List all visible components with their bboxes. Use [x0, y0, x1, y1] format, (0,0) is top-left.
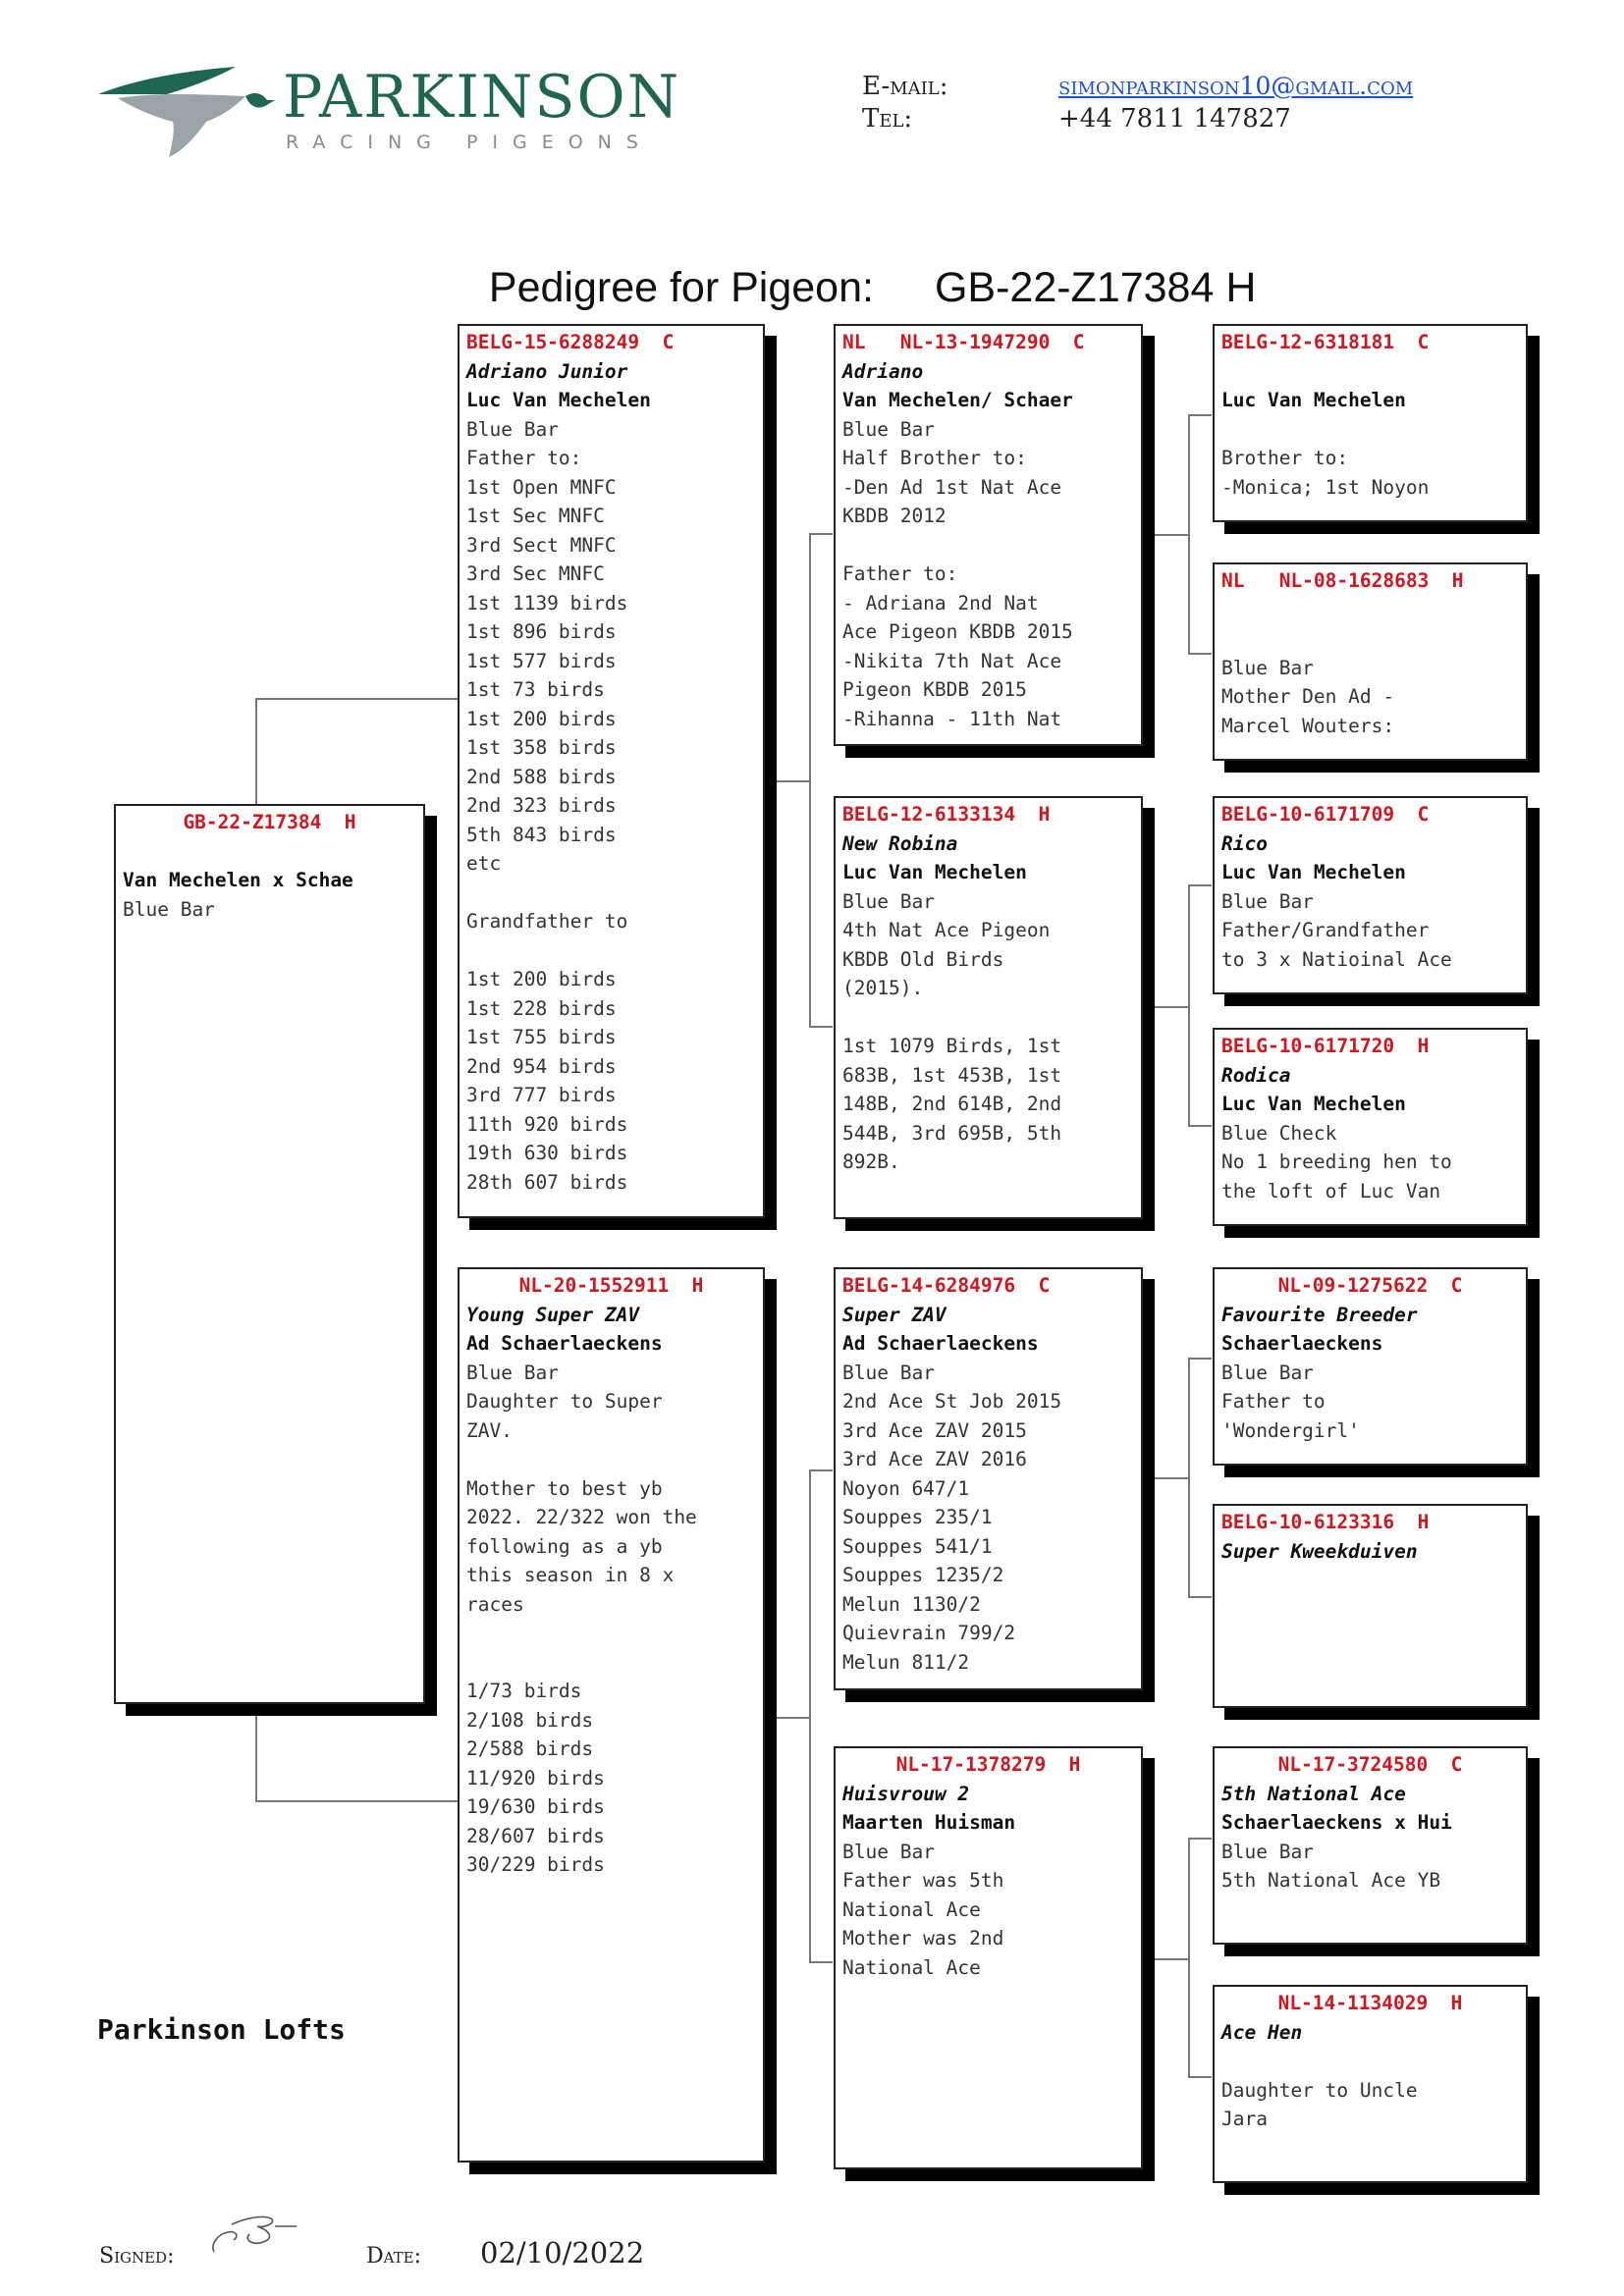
pedigree-line: Blue Bar [842, 417, 935, 441]
pigeon-card-ssd [1213, 562, 1528, 761]
pedigree-line: KBDB Old Birds [842, 947, 1004, 971]
pedigree-line: races [466, 1592, 524, 1616]
pedigree-line: Blue Check [1221, 1121, 1337, 1145]
pedigree-line: -Monica; 1st Noyon [1221, 475, 1430, 499]
pigeon-card-dam-dam [834, 1746, 1143, 2169]
pedigree-line: ZAV. [466, 1418, 513, 1442]
pedigree-line: Father to: [466, 447, 582, 469]
connector [1142, 1477, 1188, 1479]
pedigree-line [842, 531, 1134, 561]
pedigree-line [842, 1003, 1134, 1033]
breeder: Van Mechelen/ Schaer [842, 389, 1073, 411]
pedigree-line: 11/920 birds [466, 1766, 605, 1789]
pedigree-line: 28th 607 birds [466, 1170, 628, 1194]
pedigree-line: the loft of Luc Van [1221, 1179, 1441, 1202]
pedigree-line: 148B, 2nd 614B, 2nd [842, 1093, 1062, 1115]
pedigree-line: Father/Grandfather [1221, 919, 1430, 941]
connector [1188, 1125, 1212, 1127]
pedigree-line: 3rd Ace ZAV 2015 [842, 1418, 1027, 1442]
pedigree-line: 1st 200 birds [466, 968, 617, 990]
pedigree-line: 3rd Sec MNFC [466, 562, 605, 585]
ring-number: NL-20-1552911 H [518, 1274, 704, 1297]
breeder: Luc Van Mechelen [1221, 389, 1406, 411]
pigeon-name: Favourite Breeder [1221, 1303, 1418, 1326]
pedigree-line: 1st Sec MNFC [466, 505, 605, 527]
pedigree-line: Ace Pigeon KBDB 2015 [842, 620, 1073, 643]
pedigree-line: 1st 358 birds [466, 736, 617, 759]
pedigree-line: -Rihanna - 11th Nat [842, 707, 1062, 730]
connector [809, 533, 811, 1027]
brand-tagline: RACING PIGEONS [286, 132, 653, 153]
pedigree-line [466, 1445, 756, 1474]
connector [809, 1469, 811, 1962]
signature-icon [206, 2205, 300, 2260]
email-link[interactable]: simonparkinson10@gmail.com [1058, 72, 1414, 100]
breeder: Schaerlaeckens x Hui [1221, 1811, 1452, 1834]
breeder: Luc Van Mechelen [1221, 861, 1406, 883]
pedigree-line: Souppes 1235/2 [842, 1564, 1004, 1586]
pedigree-line: Souppes 541/1 [842, 1534, 993, 1558]
breeder: Maarten Huisman [842, 1811, 1016, 1834]
pedigree-line: Blue Bar [1221, 1840, 1314, 1863]
pedigree-line: Quievrain 799/2 [842, 1622, 1016, 1644]
pigeon-name: Young Super ZAV [466, 1303, 640, 1326]
pigeon-card-dds [1213, 1746, 1528, 1945]
pigeon-logo-icon [98, 65, 275, 159]
pedigree-line: Blue Bar [1221, 1361, 1314, 1384]
pedigree-line: to 3 x Natioinal Ace [1221, 947, 1452, 971]
connector [809, 533, 833, 535]
date-value: 02/10/2022 [480, 2236, 645, 2269]
pedigree-line: -Den Ad 1st Nat Ace [842, 475, 1062, 499]
pedigree-line: Father to [1221, 1390, 1326, 1413]
ring-number: BELG-15-6288249 C [466, 331, 675, 353]
ring-number: GB-22-Z17384 H [183, 811, 356, 833]
pedigree-line: 1/73 birds [466, 1680, 582, 1702]
pigeon-name: 5th National Ace [1221, 1782, 1406, 1805]
ring-number: NL NL-08-1628683 H [1221, 569, 1464, 592]
pedigree-line: following as a yb [466, 1534, 663, 1558]
pedigree-line: 2/588 birds [466, 1737, 594, 1760]
pigeon-card-dam [458, 1267, 765, 2163]
pedigree-line: Mother to best yb [466, 1476, 663, 1500]
pedigree-line: 4th Nat Ace Pigeon [842, 919, 1051, 941]
ring-number: BELG-10-6171720 H [1221, 1035, 1430, 1057]
pedigree-line: 1st 896 birds [466, 620, 617, 643]
pedigree-line: Blue Bar [842, 1361, 935, 1384]
pedigree-line: 19th 630 birds [466, 1142, 628, 1164]
signed-label: Signed: [99, 2244, 175, 2269]
pedigree-line: KBDB 2012 [842, 505, 947, 527]
date-label: Date: [366, 2244, 422, 2269]
tel-label: Tel: [862, 104, 913, 133]
ring-number: NL-17-3724580 C [1277, 1753, 1463, 1776]
color: Blue Bar [123, 897, 215, 921]
pigeon-card-dsd [1213, 1504, 1528, 1708]
pedigree-line: 1st Open MNFC [466, 475, 617, 499]
pedigree-line: Blue Bar [1221, 656, 1314, 679]
pedigree-line: (2015). [842, 977, 924, 999]
pedigree-line: 544B, 3rd 695B, 5th [842, 1121, 1062, 1145]
breeder: Van Mechelen x Schae [123, 869, 353, 891]
lofts-name: Parkinson Lofts [97, 2013, 346, 2046]
ring-number: BELG-10-6171709 C [1221, 803, 1430, 826]
ring-number: BELG-10-6123316 H [1221, 1511, 1430, 1533]
pedigree-line: 5th 843 birds [466, 823, 617, 846]
connector [1188, 1596, 1212, 1598]
pedigree-line: 1st 755 birds [466, 1026, 617, 1048]
pigeon-card-sire [458, 324, 765, 1218]
connector [1188, 414, 1190, 654]
pedigree-line: Pigeon KBDB 2015 [842, 678, 1027, 701]
breeder: Luc Van Mechelen [1221, 1093, 1406, 1115]
pedigree-line: Blue Bar [1221, 889, 1314, 913]
connector [1188, 1358, 1212, 1360]
pedigree-line: No 1 breeding hen to [1221, 1150, 1452, 1173]
ring-number: NL-14-1134029 H [1277, 1992, 1463, 2014]
connector [764, 1717, 809, 1719]
breeder: Schaerlaeckens [1221, 1332, 1383, 1355]
pedigree-line: Melun 1130/2 [842, 1592, 981, 1616]
pedigree-line: Daughter to Super [466, 1390, 663, 1413]
pigeon-card-sdd [1213, 1028, 1528, 1226]
pedigree-line: 2022. 22/322 won the [466, 1506, 697, 1528]
connector [1188, 884, 1190, 1126]
pedigree-line: Noyon 647/1 [842, 1476, 970, 1500]
brand-name: PARKINSON [283, 63, 681, 132]
pigeon-name: Ace Hen [1221, 2020, 1303, 2044]
pedigree-line: etc [466, 852, 502, 875]
pedigree-line: 'Wondergirl' [1221, 1418, 1360, 1442]
pigeon-card-dam-sire [834, 1267, 1143, 1690]
pedigree-line: 1st 1139 birds [466, 591, 628, 614]
connector [1188, 653, 1212, 655]
pedigree-line: 28/607 birds [466, 1824, 605, 1847]
pedigree-line: -Nikita 7th Nat Ace [842, 649, 1062, 672]
page-title [465, 216, 1256, 312]
pedigree-line: 11th 920 birds [466, 1112, 628, 1136]
pigeon-card-dss [1213, 1267, 1528, 1466]
pedigree-line: Blue Bar [466, 417, 559, 441]
pigeon-name: New Robina [842, 831, 958, 855]
pedigree-line: 19/630 birds [466, 1795, 605, 1818]
pedigree-line: Father to: [842, 562, 958, 585]
pedigree-line: Mother Den Ad - [1221, 685, 1395, 708]
pedigree-line: 2nd Ace St Job 2015 [842, 1390, 1062, 1413]
connector [1142, 1006, 1188, 1008]
pedigree-line: Mother was 2nd [842, 1927, 1004, 1949]
connector [1188, 1838, 1212, 1840]
pigeon-name: Rico [1221, 831, 1268, 855]
pedigree-line: Blue Bar [842, 889, 935, 913]
connector [1188, 884, 1212, 886]
email-label: E-mail: [862, 72, 948, 101]
pedigree-line: Brother to: [1221, 447, 1349, 469]
connector [764, 780, 809, 782]
pigeon-card-sire-sire [834, 324, 1143, 746]
pigeon-name: Adriano [842, 359, 924, 383]
pedigree-line [466, 1619, 756, 1648]
signature [206, 2205, 300, 2260]
ring-number: BELG-12-6318181 C [1221, 331, 1430, 353]
tel-value: +44 7811 147827 [1058, 104, 1291, 133]
pedigree-line: Blue Bar [466, 1361, 559, 1384]
ring-number: NL NL-13-1947290 C [842, 331, 1085, 353]
breeder: Luc Van Mechelen [842, 861, 1027, 883]
pigeon-card-sire-dam [834, 796, 1143, 1219]
pedigree-line: 1st 200 birds [466, 707, 617, 730]
brand-logo [98, 65, 275, 159]
connector [1188, 2076, 1212, 2078]
pedigree-line: 1st 1079 Birds, 1st [842, 1035, 1062, 1057]
pedigree-line: Father was 5th [842, 1869, 1004, 1892]
pedigree-line [466, 936, 756, 966]
connector [255, 1800, 458, 1802]
pedigree-line: this season in 8 x [466, 1564, 675, 1586]
pedigree-line: 3rd 777 birds [466, 1084, 617, 1106]
ring-number: BELG-12-6133134 H [842, 803, 1051, 826]
pigeon-name: Huisvrouw 2 [842, 1782, 970, 1805]
pedigree-line: 1st 228 birds [466, 996, 617, 1020]
breeder: Luc Van Mechelen [466, 389, 651, 411]
title-label: Pedigree for Pigeon: [488, 264, 874, 311]
connector [1142, 1958, 1188, 1960]
pedigree-line: Blue Bar [842, 1840, 935, 1863]
pedigree-line: 2nd 323 birds [466, 794, 617, 817]
connector [809, 1469, 833, 1471]
connector [255, 698, 257, 805]
title-ring: GB-22-Z17384 H [934, 264, 1257, 311]
connector [255, 1703, 257, 1801]
pedigree-line: Daughter to Uncle [1221, 2078, 1418, 2102]
pigeon-name: Super ZAV [842, 1303, 947, 1326]
pedigree-line: 2nd 954 birds [466, 1054, 617, 1078]
pigeon-card-ddd [1213, 1985, 1528, 2183]
pedigree-line: 683B, 1st 453B, 1st [842, 1063, 1062, 1087]
pedigree-line: 2nd 588 birds [466, 765, 617, 788]
pedigree-line: 2/108 birds [466, 1708, 594, 1732]
ring-number: BELG-14-6284976 C [842, 1274, 1051, 1297]
pedigree-line: Marcel Wouters: [1221, 714, 1395, 737]
pigeon-name: Rodica [1221, 1063, 1291, 1087]
pedigree-line: Half Brother to: [842, 447, 1027, 469]
pedigree-line: Melun 811/2 [842, 1650, 970, 1674]
pedigree-line: National Ace [842, 1897, 981, 1921]
connector [809, 1961, 833, 1963]
breeder: Ad Schaerlaeckens [842, 1332, 1039, 1355]
pigeon-name: Super Kweekduiven [1221, 1539, 1418, 1563]
ring-number: NL-09-1275622 C [1277, 1274, 1463, 1297]
connector [1142, 534, 1188, 536]
connector [1188, 1838, 1190, 2077]
connector [255, 698, 458, 700]
connector [809, 1026, 833, 1028]
pigeon-card-sss [1213, 324, 1528, 522]
pigeon-card-sds [1213, 796, 1528, 994]
connector [1188, 1358, 1190, 1597]
pedigree-line: 1st 577 birds [466, 649, 617, 672]
pedigree-line: 3rd Sect MNFC [466, 533, 617, 557]
pedigree-line: 3rd Ace ZAV 2016 [842, 1448, 1027, 1470]
pedigree-line: 5th National Ace YB [1221, 1869, 1441, 1892]
ring-number: NL-17-1378279 H [895, 1753, 1081, 1776]
pedigree-line: 892B. [842, 1150, 900, 1173]
breeder: Ad Schaerlaeckens [466, 1332, 663, 1355]
pedigree-line: Jara [1221, 2108, 1268, 2130]
pedigree-line: - Adriana 2nd Nat [842, 591, 1039, 614]
pedigree-line: Souppes 235/1 [842, 1506, 993, 1528]
pigeon-card-subject [114, 804, 425, 1704]
pedigree-line: Grandfather to [466, 910, 628, 933]
pedigree-line [466, 1648, 756, 1678]
pedigree-line: 30/229 birds [466, 1853, 605, 1876]
pedigree-line: National Ace [842, 1955, 981, 1979]
pigeon-name: Adriano Junior [466, 359, 628, 383]
connector [1188, 414, 1212, 416]
pedigree-line: 1st 73 birds [466, 678, 605, 701]
pedigree-line [466, 879, 756, 908]
